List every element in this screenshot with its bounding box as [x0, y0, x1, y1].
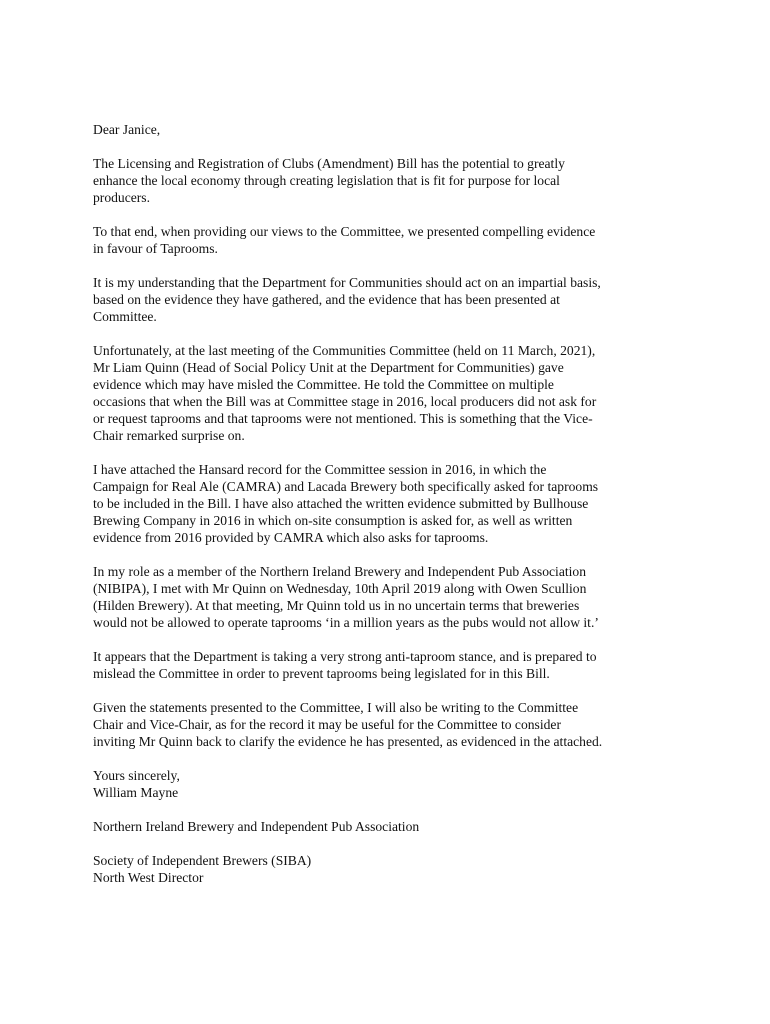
- text-line: To that end, when providing our views to the Committee, we presented compelling evidence: [93, 224, 596, 239]
- letter-body: [93, 121, 678, 903]
- text-line: would not be allowed to operate taprooms ‘in a million years as the pubs would not allow it.’: [93, 615, 599, 630]
- text-line: or request taprooms and that taprooms were not mentioned. This is something that the Vice-: [93, 411, 593, 426]
- paragraph-5: [93, 461, 678, 546]
- organisation-name: Northern Ireland Brewery and Independent Pub Association: [93, 819, 420, 834]
- closing: Yours sincerely,: [93, 768, 180, 783]
- text-line: (NIBIPA), I met with Mr Quinn on Wednesday, 10th April 2019 along with Owen Scullion: [93, 581, 587, 596]
- text-line: enhance the local economy through creating legislation that is fit for purpose for local: [93, 173, 560, 188]
- text-line: Chair and Vice-Chair, as for the record it may be useful for the Committee to consider: [93, 717, 561, 732]
- salutation: [93, 121, 678, 138]
- text-line: occasions that when the Bill was at Committee stage in 2016, local producers did not ask for: [93, 394, 597, 409]
- text-line: The Licensing and Registration of Clubs (Amendment) Bill has the potential to greatly: [93, 156, 565, 171]
- text-line: It appears that the Department is taking a very strong anti-taproom stance, and is prepared to: [93, 649, 597, 664]
- organisation-block: [93, 818, 678, 835]
- paragraph-3: [93, 274, 678, 325]
- organisation-2-name: Society of Independent Brewers (SIBA): [93, 853, 312, 868]
- text-line: inviting Mr Quinn back to clarify the evidence he has presented, as evidenced in the attached.: [93, 734, 603, 749]
- text-line: Unfortunately, at the last meeting of the Communities Committee (held on 11 March, 2021),: [93, 343, 596, 358]
- text-line: to be included in the Bill. I have also attached the written evidence submitted by Bullhouse: [93, 496, 589, 511]
- text-line: based on the evidence they have gathered, and the evidence that has been presented at: [93, 292, 560, 307]
- text-line: mislead the Committee in order to prevent taprooms being legislated for in this Bill.: [93, 666, 550, 681]
- text-line: (Hilden Brewery). At that meeting, Mr Quinn told us in no uncertain terms that breweries: [93, 598, 580, 613]
- signatory-name: William Mayne: [93, 785, 179, 800]
- text-line: Chair remarked surprise on.: [93, 428, 245, 443]
- sign-off: [93, 767, 678, 801]
- paragraph-7: [93, 648, 678, 682]
- paragraph-1: [93, 155, 678, 206]
- text-line: In my role as a member of the Northern Ireland Brewery and Independent Pub Association: [93, 564, 586, 579]
- paragraph-6: [93, 563, 678, 631]
- text-line: It is my understanding that the Department for Communities should act on an impartial basis,: [93, 275, 601, 290]
- second-organisation-block: [93, 852, 678, 886]
- paragraph-8: [93, 699, 678, 750]
- text-line: evidence from 2016 provided by CAMRA which also asks for taprooms.: [93, 530, 489, 545]
- text-line: producers.: [93, 190, 150, 205]
- text-line: Campaign for Real Ale (CAMRA) and Lacada Brewery both specifically asked for taprooms: [93, 479, 599, 494]
- text-line: I have attached the Hansard record for the Committee session in 2016, in which the: [93, 462, 547, 477]
- text-line: Brewing Company in 2016 in which on-site consumption is asked for, as well as written: [93, 513, 573, 528]
- text-line: Committee.: [93, 309, 157, 324]
- text-line: evidence which may have misled the Committee. He told the Committee on multiple: [93, 377, 554, 392]
- paragraph-2: [93, 223, 678, 257]
- text-line: in favour of Taprooms.: [93, 241, 218, 256]
- organisation-2-role: North West Director: [93, 870, 204, 885]
- text-line: Given the statements presented to the Committee, I will also be writing to the Committee: [93, 700, 579, 715]
- salutation-text: Dear Janice,: [93, 122, 161, 137]
- paragraph-4: [93, 342, 678, 444]
- text-line: Mr Liam Quinn (Head of Social Policy Unit at the Department for Communities) gave: [93, 360, 564, 375]
